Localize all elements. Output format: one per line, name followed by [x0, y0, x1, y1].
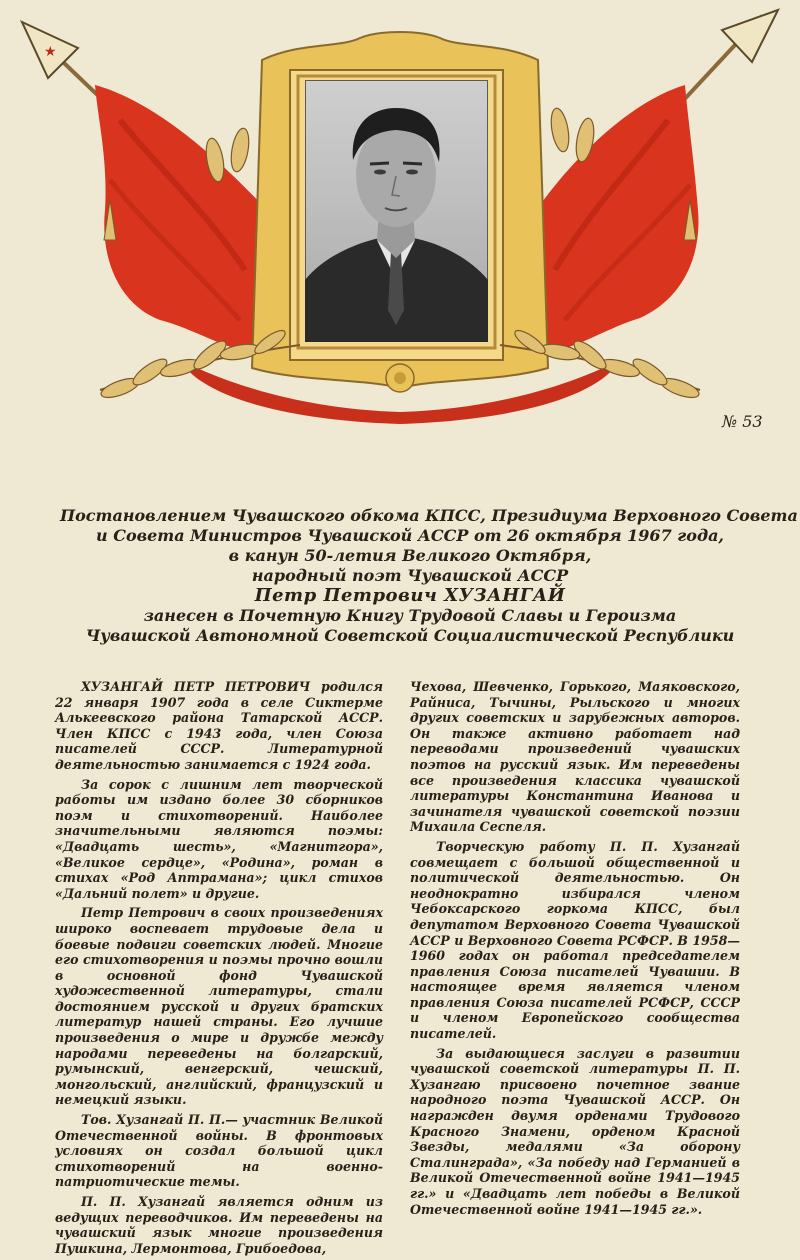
portrait-photo	[305, 80, 488, 342]
document-number: № 53	[722, 412, 763, 431]
award-line: занесен в Почетную Книгу Трудовой Славы и Героизма	[143, 606, 677, 625]
biography-paragraph: За выдающиеся заслуги в развитии чувашской советской литературы П. П. Хузангаю присвоено почетное звание народного поэта Чувашской АССР. Он награжден двумя орденами Трудового Красного Знамени, орденом Красной Звезды, медалями «За оборону Сталинграда», «За победу над Германией в Великой Отечественной войне 1941—1945 гг.» и «Двадцать лет победы в Великой Отечественной войне 1941—1945 гг.».	[410, 1045, 740, 1217]
biography-paragraph: ХУЗАНГАЙ ПЕТР ПЕТРОВИЧ родился 22 января 1907 года в селе Сиктерме Алькеевского района Татарской АССР. Член КПСС с 1943 года, член Союза писателей СССР. Литературной деятельностью занимается с 1924 года.	[55, 679, 383, 772]
heading-line: Постановлением Чувашского обкома КПСС, Президиума Верховного Совета	[60, 506, 798, 525]
biography-paragraph: За сорок с лишним лет творческой работы им издано более 30 сборников поэм и стихотворений. Наиболее значительными являются поэмы: «Двадцать шесть», «Магнитгора», «Великое сердце», «Родина», роман в стихах «Род Аптрамана»; цикл стихов «Дальний полет» и другие.	[55, 776, 383, 901]
biography-left-column	[55, 679, 383, 1260]
biography-right-column	[410, 679, 740, 1221]
biography-paragraph: П. П. Хузангай является одним из ведущих переводчиков. Им переведены на чувашский язык многие произведения Пушкина, Лермонтова, Грибоедова,	[55, 1194, 383, 1256]
honoree-name: Петр Петрович ХУЗАНГАЙ	[254, 585, 566, 606]
biography-paragraph: Тов. Хузангай П. П.— участник Великой Отечественной войны. В фронтовых условиях он создал большой цикл стихотворений на военно-патриотические темы.	[55, 1112, 383, 1190]
resolution-heading	[60, 506, 798, 646]
heading-line: и Совета Министров Чувашской АССР от 26 октября 1967 года,	[96, 526, 724, 545]
svg-text:★: ★	[44, 44, 57, 60]
biography-paragraph: Петр Петрович в своих произведениях широко воспевает трудовые дела и боевые подвиги советских людей. Многие его стихотворения и поэмы прочно вошли в основной фонд Чувашской художественной литературы, стали достоянием русской и других братских литератур нашей страны. Его лучшие произведения о мире и дружбе между народами переведены на болгарский, румынский, венгерский, чешский, монгольский, английский, французский и немецкий языки.	[55, 905, 383, 1108]
heading-line: народный поэт Чувашской АССР	[251, 566, 569, 585]
flower-ornament	[386, 364, 414, 392]
award-line: Чувашской Автономной Советской Социалистической Республики	[85, 626, 735, 645]
heading-line: в канун 50-летия Великого Октября,	[228, 546, 592, 565]
biography-paragraph: Творческую работу П. П. Хузангай совмещает с большой общественной и политической деятельностью. Он неоднократно избирался членом Чебоксарского горкома КПСС, был депутатом Верховного Совета Чувашской АССР и Верховного Совета РСФСР. В 1958—1960 годах он работал председателем правления Союза писателей Чувашии. В настоящее время является членом правления Союза писателей РСФСР, СССР и членом Европейского сообщества писателей.	[410, 838, 740, 1042]
biography-paragraph: Чехова, Шевченко, Горького, Маяковского, Райниса, Тычины, Рыльского и многих других советских и зарубежных авторов. Он также активно работает над переводами произведений чувашских поэтов на русский язык. Им переведены все произведения классика чувашской литературы Константина Иванова и зачинателя чувашской советской поэзии Михаила Сеспеля.	[410, 679, 740, 835]
